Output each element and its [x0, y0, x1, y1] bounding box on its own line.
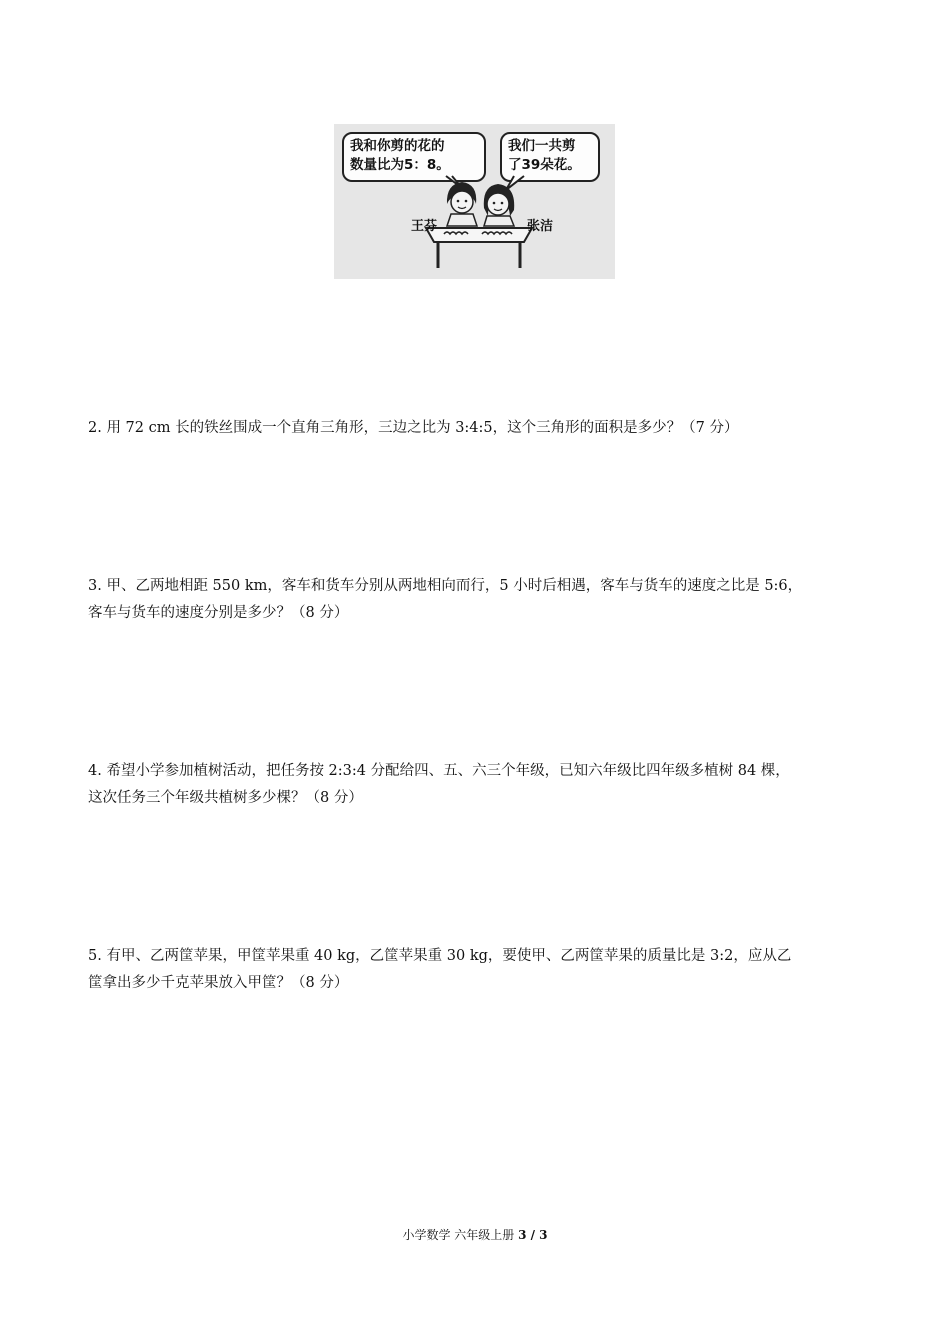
footer-text: 小学数学 六年级上册 — [402, 1228, 519, 1242]
girl-right-figure — [484, 184, 514, 226]
question-5 — [88, 943, 878, 997]
question-3 — [88, 573, 878, 627]
girl-left-figure — [447, 182, 477, 226]
bubble-right-line-1: 我们一共剪 — [508, 138, 576, 154]
question-2 — [88, 415, 878, 442]
illustration — [334, 124, 615, 279]
girls-at-table-drawing — [334, 124, 615, 279]
bubble-right-line-2: 了39朵花。 — [508, 157, 581, 173]
name-label-right: 张洁 — [527, 219, 554, 234]
bubble-left-line-2: 数量比为5：8。 — [350, 157, 450, 173]
page-number: 3 / 3 — [518, 1228, 548, 1242]
question-5-line-2: 筐拿出多少千克苹果放入甲筐？（8 分） — [88, 975, 349, 991]
page-footer — [0, 1226, 950, 1243]
question-2-line-1: 2. 用 72 cm 长的铁丝围成一个直角三角形，三边之比为 3:4:5，这个三角形的面积是多少？（7 分） — [88, 420, 739, 436]
question-3-line-2: 客车与货车的速度分别是多少？（8 分） — [88, 605, 349, 621]
name-label-left: 王芬 — [411, 219, 438, 234]
bubble-left-line-1: 我和你剪的花的 — [350, 138, 445, 154]
question-4-line-2: 这次任务三个年级共植树多少棵？（8 分） — [88, 790, 363, 806]
question-3-line-1: 3. 甲、乙两地相距 550 km，客车和货车分别从两地相向而行，5 小时后相遇，客车与货车的速度之比是 5:6， — [88, 578, 803, 594]
question-5-line-1: 5. 有甲、乙两筐苹果，甲筐苹果重 40 kg，乙筐苹果重 30 kg，要使甲、乙两筐苹果的质量比是 3:2，应从乙 — [88, 948, 792, 964]
question-4-line-1: 4. 希望小学参加植树活动，把任务按 2:3:4 分配给四、五、六三个年级，已知六年级比四年级多植树 84 棵， — [88, 763, 790, 779]
table-figure — [426, 228, 532, 268]
question-4 — [88, 758, 878, 812]
